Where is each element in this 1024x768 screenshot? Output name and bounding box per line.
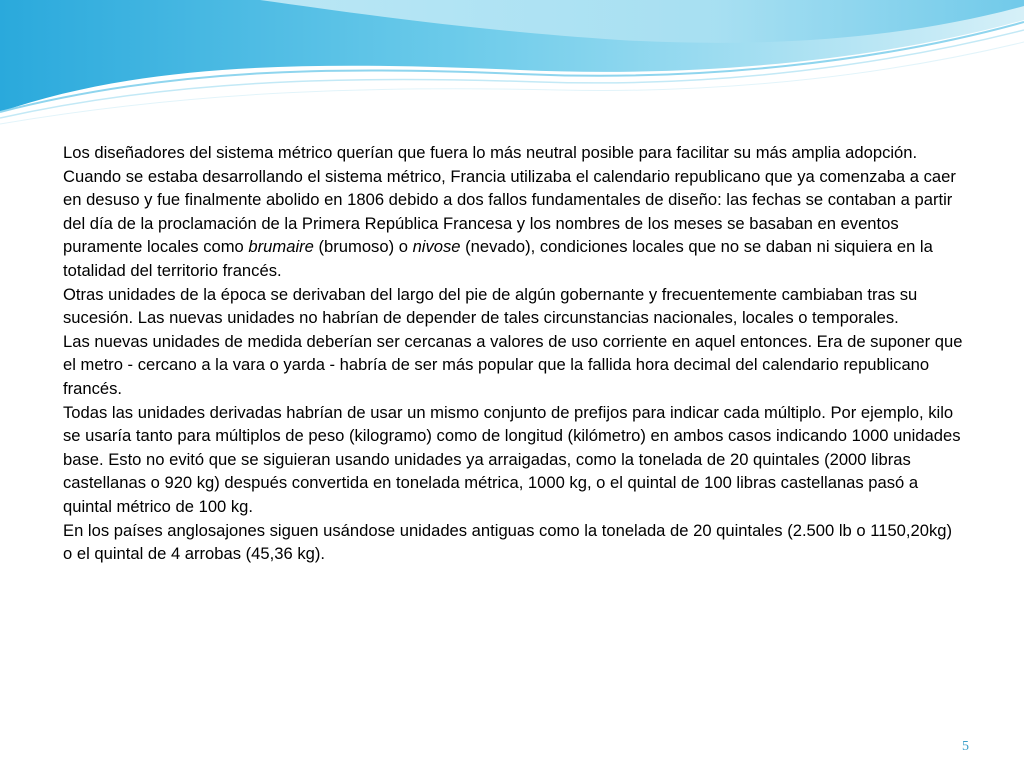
- term-nivose: nivose: [412, 237, 461, 257]
- paragraph-calendar-part-a: Los diseñadores del sistema métrico querían que fuera lo más neutral posible para facilitar su más amplia adopción. Cuando se estaba desarrollando el sistema métrico, Francia utilizaba el calendario republicano que ya comenzaba a caer en desuso y fue finalmente abolido en 1806 debido a dos fallos fundamentales de diseño: las fechas se contaban a partir del día de la proclamación de la Primera República Francesa y los nombres de los meses se basaban en eventos puramente locales como: [63, 143, 956, 257]
- slide-number: 5: [962, 739, 969, 754]
- paragraph-calendar: [63, 141, 963, 283]
- paragraph-anglosaxon-units: En los países anglosajones siguen usándose unidades antiguas como la tonelada de 20 quintales (2.500 lb o 1150,20kg) o el quintal de 4 arrobas (45,36 kg).: [63, 520, 953, 564]
- header-wave-decoration: [0, 0, 1024, 130]
- term-brumaire: brumaire: [248, 237, 314, 257]
- paragraph-calendar-part-c: (nevado), condiciones locales que no se daban ni siquiera en la totalidad del territorio francés.: [63, 237, 933, 280]
- slide-body-text: [63, 141, 963, 566]
- paragraph-calendar-part-b: (brumoso) o: [313, 237, 413, 257]
- paragraph-new-units: Las nuevas unidades de medida deberían ser cercanas a valores de uso corriente en aquel entonces. Era de suponer que el metro - cercano a la vara o yarda - habría de ser más popular que la fallida hora decimal del calendario republicano francés.: [63, 331, 963, 398]
- paragraph-old-units: Otras unidades de la época se derivaban del largo del pie de algún gobernante y frecuentemente cambiaban tras su sucesión. Las nuevas unidades no habrían de depender de tales circunstancias nacionales, locales o temporales.: [63, 284, 918, 328]
- paragraph-prefixes: Todas las unidades derivadas habrían de usar un mismo conjunto de prefijos para indicar cada múltiplo. Por ejemplo, kilo se usaría tanto para múltiplos de peso (kilogramo) como de longitud (kilómetro) en ambos casos indicando 1000 unidades base. Esto no evitó que se siguieran usando unidades ya arraigadas, como la tonelada de 20 quintales (2000 libras castellanas o 920 kg) después convertida en tonelada métrica, 1000 kg, o el quintal de 100 libras castellanas pasó a quintal métrico de 100 kg.: [63, 402, 961, 516]
